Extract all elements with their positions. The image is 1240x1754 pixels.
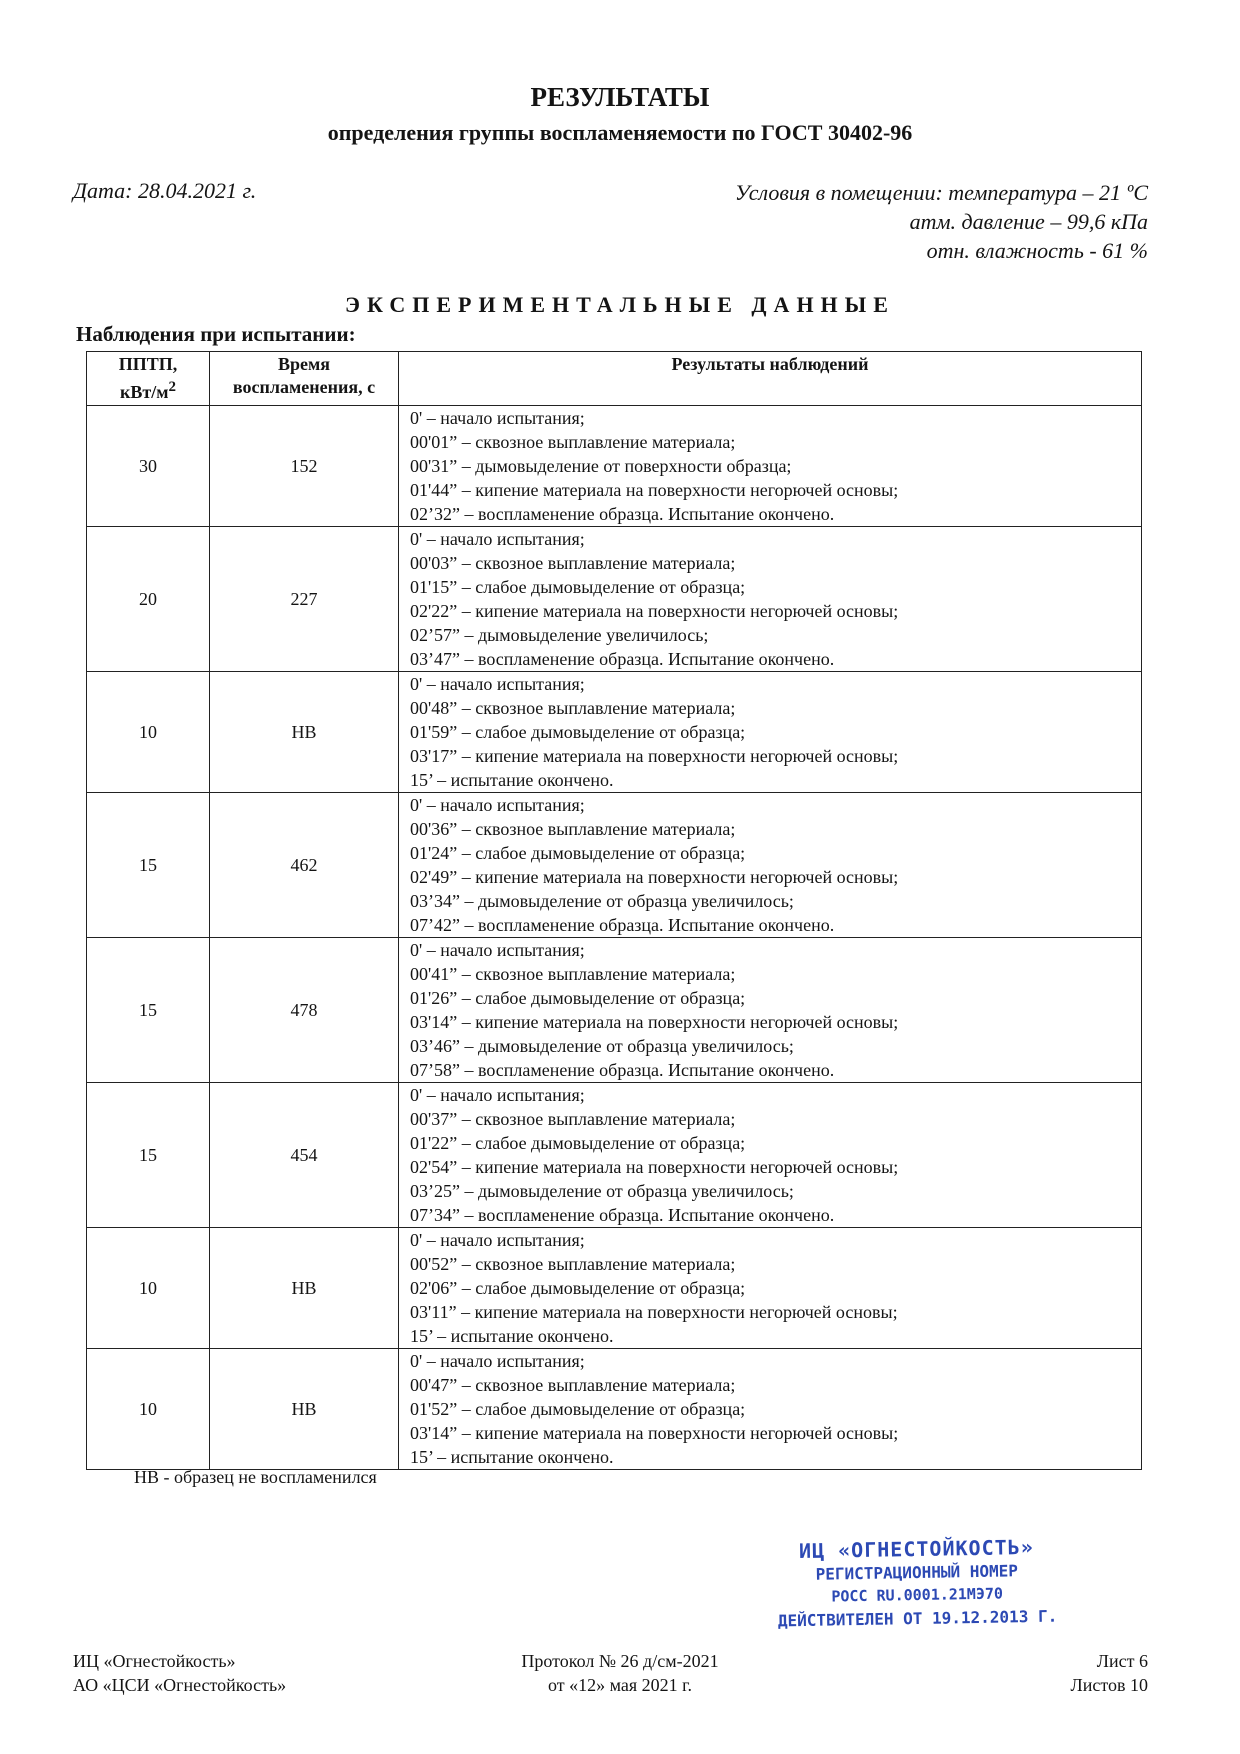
cell-ignition-time: НВ <box>210 1228 399 1349</box>
observation-line: 15’ – испытание окончено. <box>410 1326 614 1346</box>
cell-ignition-time: 454 <box>210 1083 399 1228</box>
room-conditions <box>735 178 1148 265</box>
cell-observations <box>399 406 1142 527</box>
table-row <box>87 1349 1142 1470</box>
table-row <box>87 672 1142 793</box>
cell-observations <box>399 1083 1142 1228</box>
observation-line: 01'15” – слабое дымовыделение от образца; <box>410 577 746 597</box>
observation-line: 02’32” – воспламенение образца. Испытание окончено. <box>410 504 835 524</box>
observation-line: 03’46” – дымовыделение от образца увеличилось; <box>410 1036 794 1056</box>
observation-line: 00'47” – сквозное выплавление материала; <box>410 1375 736 1395</box>
registration-stamp <box>771 1535 1063 1632</box>
cell-pptp: 15 <box>87 793 210 938</box>
stamp-line: РЕГИСТРАЦИОННЫЙ НОМЕР <box>815 1561 1019 1584</box>
footer-sheet: Лист 6 <box>1096 1651 1148 1671</box>
footer-protocol <box>0 1649 1240 1697</box>
observation-line: 07’42” – воспламенение образца. Испытание окончено. <box>410 915 835 935</box>
observation-line: 15’ – испытание окончено. <box>410 1447 614 1467</box>
stamp-line: РОСС RU.0001.21МЭ70 <box>831 1584 1004 1606</box>
observation-line: 00'41” – сквозное выплавление материала; <box>410 964 736 984</box>
cell-observations <box>399 527 1142 672</box>
observations-table <box>86 351 1142 1470</box>
cell-ignition-time: 462 <box>210 793 399 938</box>
observation-line: 0' – начало испытания; <box>410 1351 585 1371</box>
footer-protocol-number: Протокол № 26 д/см-2021 <box>521 1651 719 1671</box>
observations-heading: Наблюдения при испытании: <box>76 322 356 346</box>
cell-observations <box>399 793 1142 938</box>
observation-line: 0' – начало испытания; <box>410 940 585 960</box>
observation-line: 07’58” – воспламенение образца. Испытание окончено. <box>410 1060 835 1080</box>
footer-protocol-date: от «12» мая 2021 г. <box>547 1675 693 1695</box>
observation-line: 00'37” – сквозное выплавление материала; <box>410 1109 736 1129</box>
table-row <box>87 1083 1142 1228</box>
cell-pptp: 15 <box>87 1083 210 1228</box>
legend-note: НВ - образец не воспламенился <box>134 1467 377 1487</box>
observation-line: 01'22” – слабое дымовыделение от образца; <box>410 1133 746 1153</box>
observation-line: 02'49” – кипение материала на поверхности негорючей основы; <box>410 867 899 887</box>
observation-line: 03'17” – кипение материала на поверхности негорючей основы; <box>410 746 899 766</box>
cell-ignition-time: НВ <box>210 672 399 793</box>
observation-line: 03'14” – кипение материала на поверхности негорючей основы; <box>410 1012 899 1032</box>
table-row <box>87 406 1142 527</box>
cell-observations <box>399 1228 1142 1349</box>
observation-line: 00'48” – сквозное выплавление материала; <box>410 698 736 718</box>
observation-line: 0' – начало испытания; <box>410 408 585 428</box>
table-row <box>87 793 1142 938</box>
observation-line: 03’34” – дымовыделение от образца увеличилось; <box>410 891 794 911</box>
header-time-line2: воспламенения, с <box>232 377 376 397</box>
table-row <box>87 527 1142 672</box>
header-pptp <box>87 352 210 406</box>
observation-line: 15’ – испытание окончено. <box>410 770 614 790</box>
conditions-humidity: отн. влажность - 61 % <box>926 238 1148 263</box>
footer-org-line: ИЦ «Огнестойкость» <box>73 1651 236 1671</box>
test-date: Дата: 28.04.2021 г. <box>73 178 257 203</box>
observation-line: 02'22” – кипение материала на поверхности негорючей основы; <box>410 601 899 621</box>
observation-line: 01'24” – слабое дымовыделение от образца; <box>410 843 746 863</box>
header-ignition-time <box>210 352 399 406</box>
table-header-row <box>87 352 1142 406</box>
stamp-line: ДЕЙСТВИТЕЛЕН ОТ 19.12.2013 Г. <box>777 1606 1058 1631</box>
cell-pptp: 10 <box>87 672 210 793</box>
observation-line: 00'36” – сквозное выплавление материала; <box>410 819 736 839</box>
observation-line: 02’57” – дымовыделение увеличилось; <box>410 625 709 645</box>
conditions-temperature: Условия в помещении: температура – 21 ºС <box>734 180 1148 205</box>
cell-observations <box>399 938 1142 1083</box>
observation-line: 0' – начало испытания; <box>410 529 585 549</box>
observation-line: 00'31” – дымовыделение от поверхности образца; <box>410 456 792 476</box>
header-time-line1: Время <box>277 354 330 374</box>
observation-line: 07’34” – воспламенение образца. Испытание окончено. <box>410 1205 835 1225</box>
observation-line: 0' – начало испытания; <box>410 1230 585 1250</box>
cell-ignition-time: 478 <box>210 938 399 1083</box>
cell-ignition-time: 152 <box>210 406 399 527</box>
cell-pptp: 30 <box>87 406 210 527</box>
section-title: ЭКСПЕРИМЕНТАЛЬНЫЕ ДАННЫЕ <box>345 292 895 317</box>
observation-line: 01'26” – слабое дымовыделение от образца; <box>410 988 746 1008</box>
observation-line: 03’47” – воспламенение образца. Испытание окончено. <box>410 649 835 669</box>
table-body <box>87 406 1142 1470</box>
cell-observations <box>399 672 1142 793</box>
observation-line: 01'44” – кипение материала на поверхности негорючей основы; <box>410 480 899 500</box>
observation-line: 01'59” – слабое дымовыделение от образца; <box>410 722 746 742</box>
header-results: Результаты наблюдений <box>399 352 1142 406</box>
observation-line: 00'03” – сквозное выплавление материала; <box>410 553 736 573</box>
observation-line: 03'14” – кипение материала на поверхности негорючей основы; <box>410 1423 899 1443</box>
header-pptp-sup: 2 <box>168 379 176 395</box>
observation-line: 0' – начало испытания; <box>410 674 585 694</box>
stamp-line: ИЦ «ОГНЕСТОЙКОСТЬ» <box>798 1534 1034 1564</box>
footer-sheets-total: Листов 10 <box>1070 1675 1148 1695</box>
conditions-pressure: атм. давление – 99,6 кПа <box>909 209 1148 234</box>
observation-line: 01'52” – слабое дымовыделение от образца; <box>410 1399 746 1419</box>
document-title: РЕЗУЛЬТАТЫ <box>530 82 710 112</box>
header-pptp-line2: кВт/м <box>120 382 169 402</box>
observation-line: 03'11” – кипение материала на поверхности негорючей основы; <box>410 1302 898 1322</box>
table-row <box>87 1228 1142 1349</box>
observation-line: 02'06” – слабое дымовыделение от образца; <box>410 1278 746 1298</box>
document-subtitle: определения группы воспламеняемости по ГОСТ 30402-96 <box>327 120 913 145</box>
footer-page-info <box>1071 1649 1148 1697</box>
observation-line: 0' – начало испытания; <box>410 1085 585 1105</box>
cell-pptp: 15 <box>87 938 210 1083</box>
cell-ignition-time: НВ <box>210 1349 399 1470</box>
observation-line: 00'52” – сквозное выплавление материала; <box>410 1254 736 1274</box>
observation-line: 00'01” – сквозное выплавление материала; <box>410 432 736 452</box>
observation-line: 0' – начало испытания; <box>410 795 585 815</box>
cell-pptp: 10 <box>87 1349 210 1470</box>
cell-observations <box>399 1349 1142 1470</box>
cell-pptp: 10 <box>87 1228 210 1349</box>
observation-line: 03’25” – дымовыделение от образца увеличилось; <box>410 1181 794 1201</box>
cell-pptp: 20 <box>87 527 210 672</box>
header-pptp-line1: ППТП, <box>118 354 178 374</box>
table-row <box>87 938 1142 1083</box>
observation-line: 02'54” – кипение материала на поверхности негорючей основы; <box>410 1157 899 1177</box>
footer-org-line: АО «ЦСИ «Огнестойкость» <box>73 1675 287 1695</box>
cell-ignition-time: 227 <box>210 527 399 672</box>
